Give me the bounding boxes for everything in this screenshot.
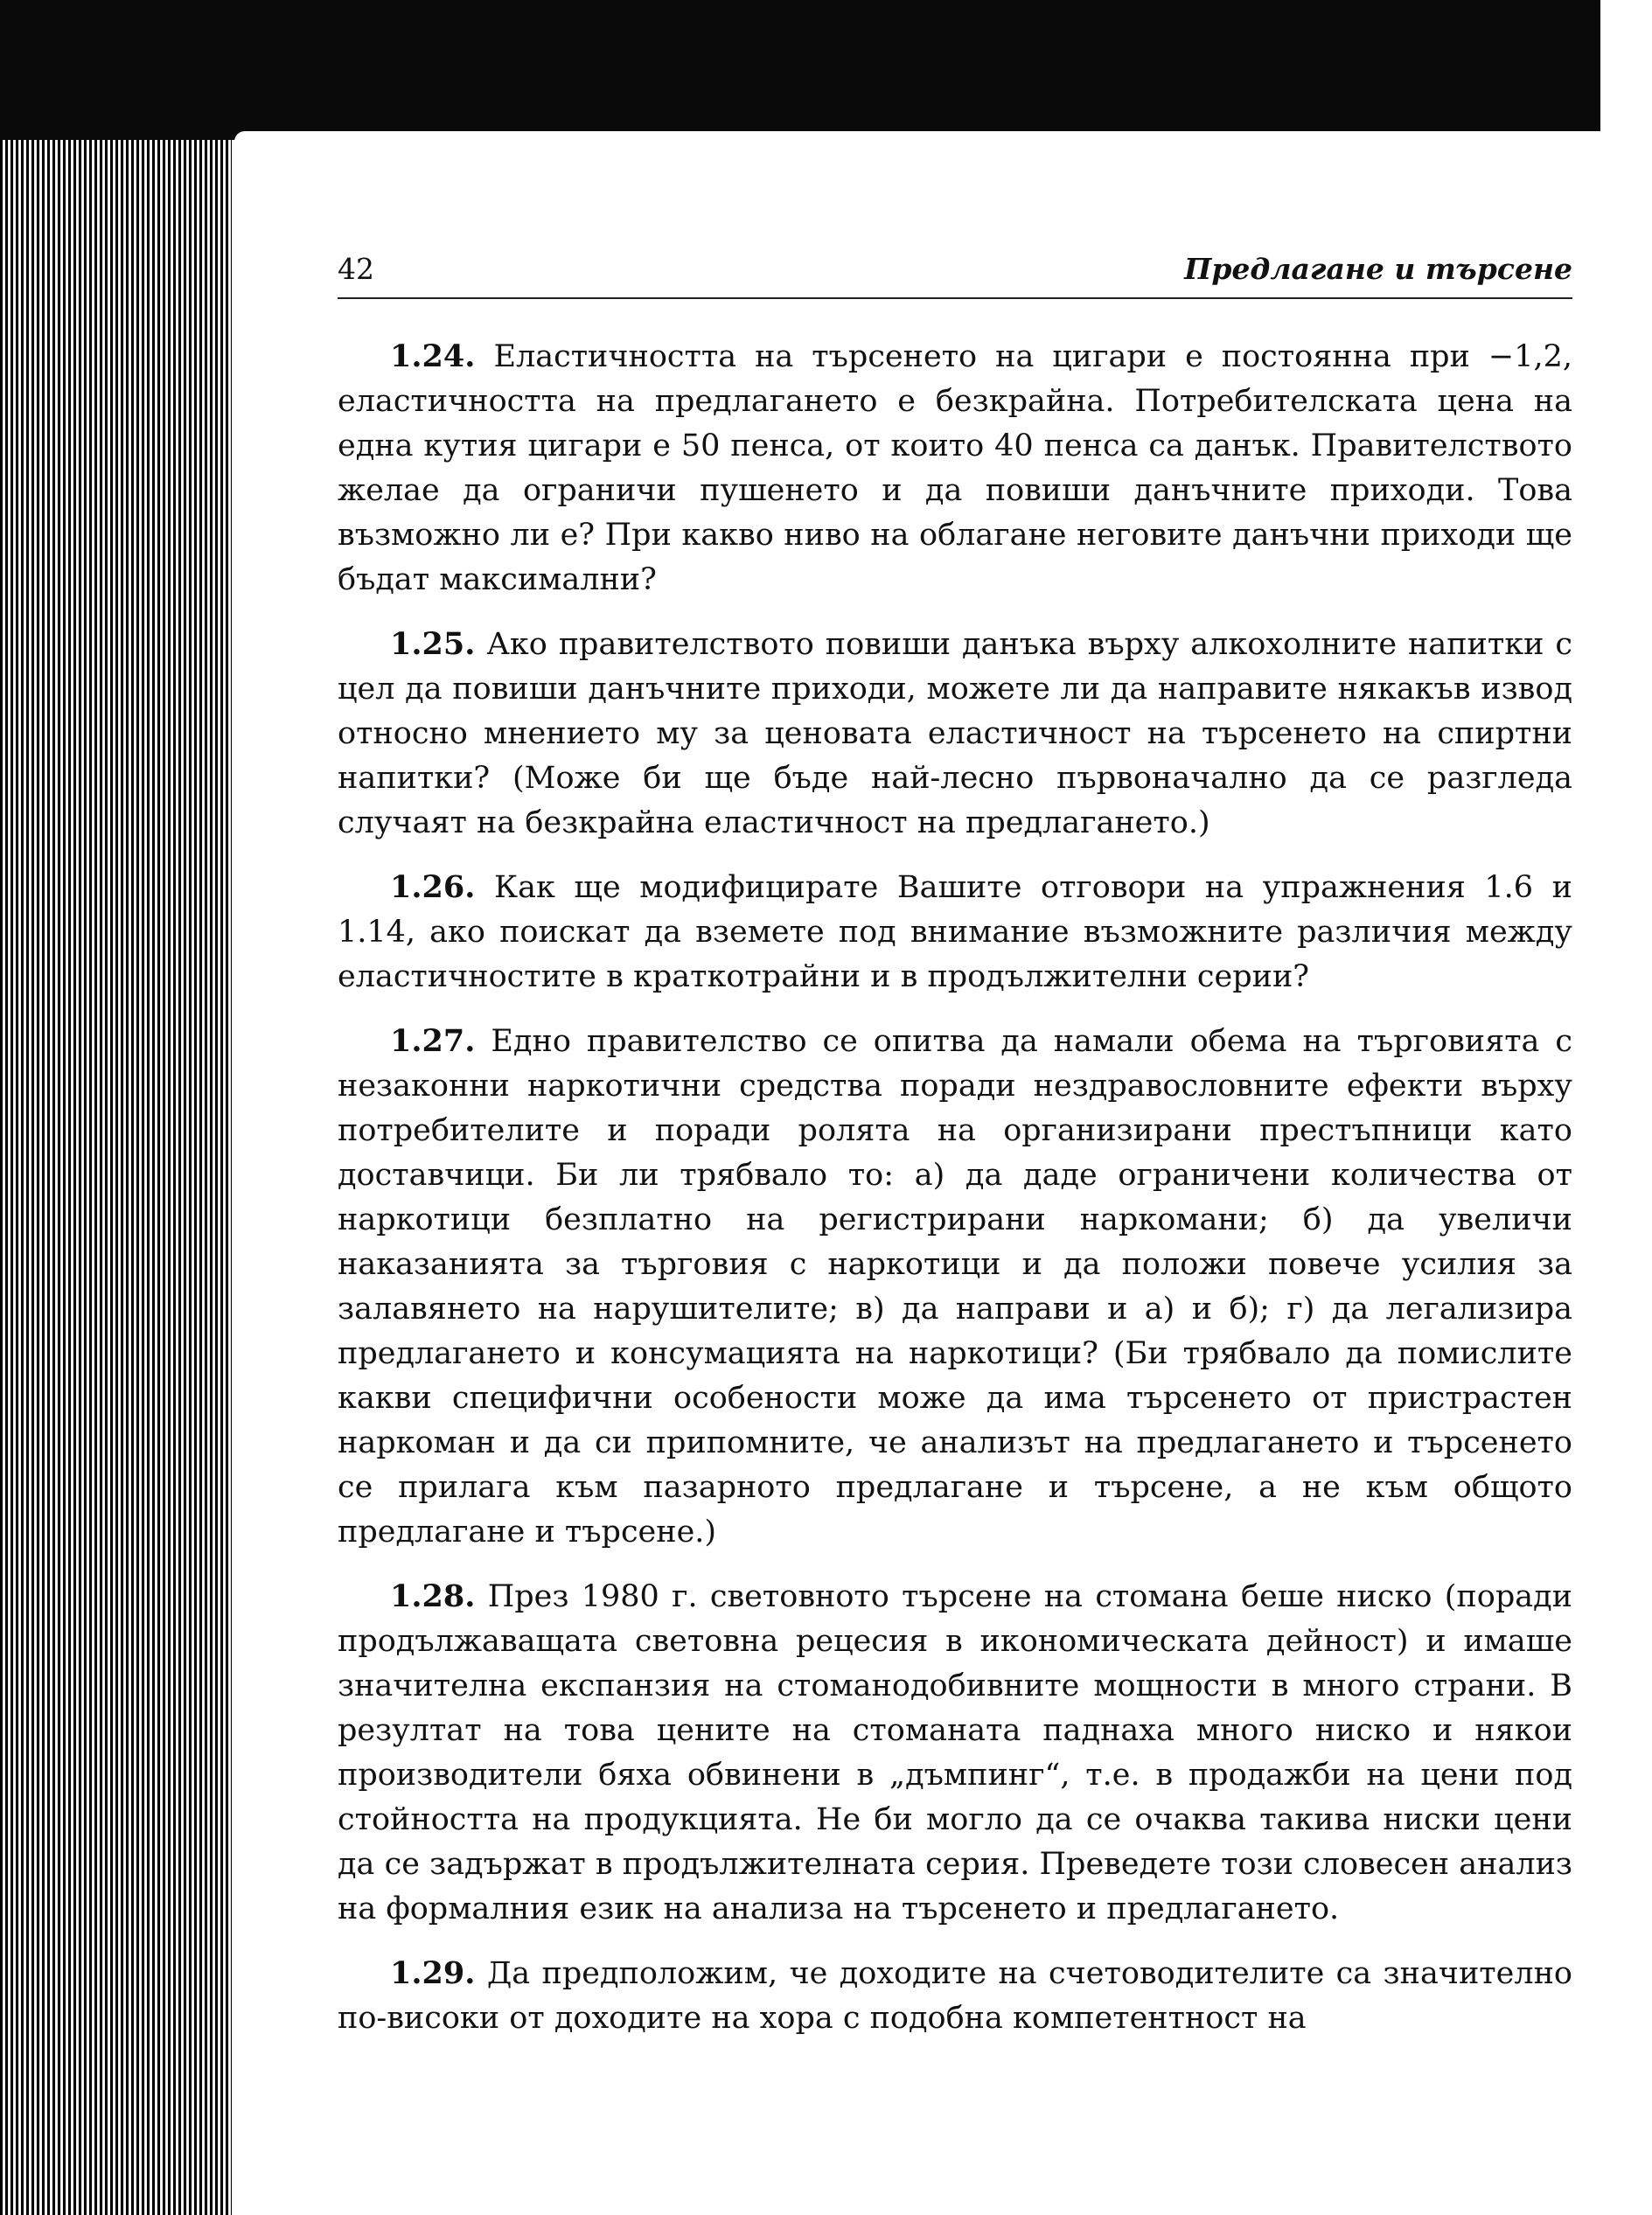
exercise-1-24 <box>338 334 1572 603</box>
running-title: Предлагане и търсене <box>1184 252 1572 286</box>
exercise-number: 1.24. <box>390 338 476 374</box>
page-header <box>338 245 1572 299</box>
exercise-text: Как ще модифицирате Вашите отговори на упражнения 1.6 и 1.14, ако поискат да вземете под внимание възможните различия между еластичностите в краткотрайни и в продължителни серии? <box>338 870 1572 994</box>
exercise-text: Еластичността на търсенето на цигари е постоянна при −1,2, еластичността на предлагането е безкрайна. Потребителската цена на една кутия цигари е 50 пенса, от които 40 пенса са данък. Правителството желае да ограничи пушенето и да повиши данъчните приходи. Това възможно ли е? При какво ниво на облагане неговите данъчни приходи ще бъдат максимални? <box>338 339 1572 597</box>
exercise-number: 1.27. <box>390 1023 476 1059</box>
exercise-number: 1.25. <box>390 626 476 662</box>
exercise-1-26 <box>338 865 1572 1000</box>
exercise-1-29 <box>338 1951 1572 2041</box>
exercise-text: Ако правителството повиши данъка върху алкохолните напитки с цел да повиши данъчните приходи, можете ли да направите някакъв извод относно мнението му за ценовата еластичност на търсенето на спиртни напитки? (Може би ще бъде най-лесно първоначално да се разгледа случаят на безкрайна еластичност на предлагането.) <box>338 627 1572 840</box>
book-page-edges <box>0 122 232 2215</box>
exercise-1-28 <box>338 1574 1572 1932</box>
exercise-1-25 <box>338 622 1572 846</box>
exercise-number: 1.26. <box>390 869 476 905</box>
scan-top-shadow <box>0 0 1600 140</box>
exercise-text: Едно правителство се опитва да намали обема на търговията с незаконни наркотични средства поради нездравословните ефекти върху потребителите и поради ролята на организирани престъпници като доставчици. Би ли трябвало то: а) да даде ограничени количества от наркотици безплатно на регистрирани наркомани; б) да увеличи наказанията за търговия с наркотици и да положи повече усилия за залавянето на нарушителите; в) да направи и а) и б); г) да легализира предлагането и консумацията на наркотици? (Би трябвало да помислите какви специфични особености може да има търсенето от пристрастен наркоман и да си припомните, че анализът на предлагането и търсенето се прилага към пазарното предлагане и търсене, а не към общото предлагане и търсене.) <box>338 1024 1572 1550</box>
page-number: 42 <box>338 252 374 286</box>
exercise-number: 1.28. <box>390 1578 476 1614</box>
exercise-text: През 1980 г. световното търсене на стомана беше ниско (поради продължаващата световна рецесия в икономическата дейност) и имаше значителна експанзия на стоманодобивните мощности в много страни. В резултат на това цените на стоманата паднаха много ниско и някои производители бяха обвинени в „дъмпинг“, т.е. в продажби на цени под стойността на продукцията. Не би могло да се очаква такива ниски цени да се задържат в продължителната серия. Преведете този словесен анализ на формалния език на анализа на търсенето и предлагането. <box>338 1579 1572 1926</box>
exercise-text: Да предположим, че доходите на счетоводителите са значително по-високи от доходите на хора с подобна компетентност на <box>338 1956 1572 2036</box>
page-content <box>338 334 1572 2060</box>
exercise-1-27 <box>338 1019 1572 1555</box>
exercise-number: 1.29. <box>390 1955 476 1991</box>
